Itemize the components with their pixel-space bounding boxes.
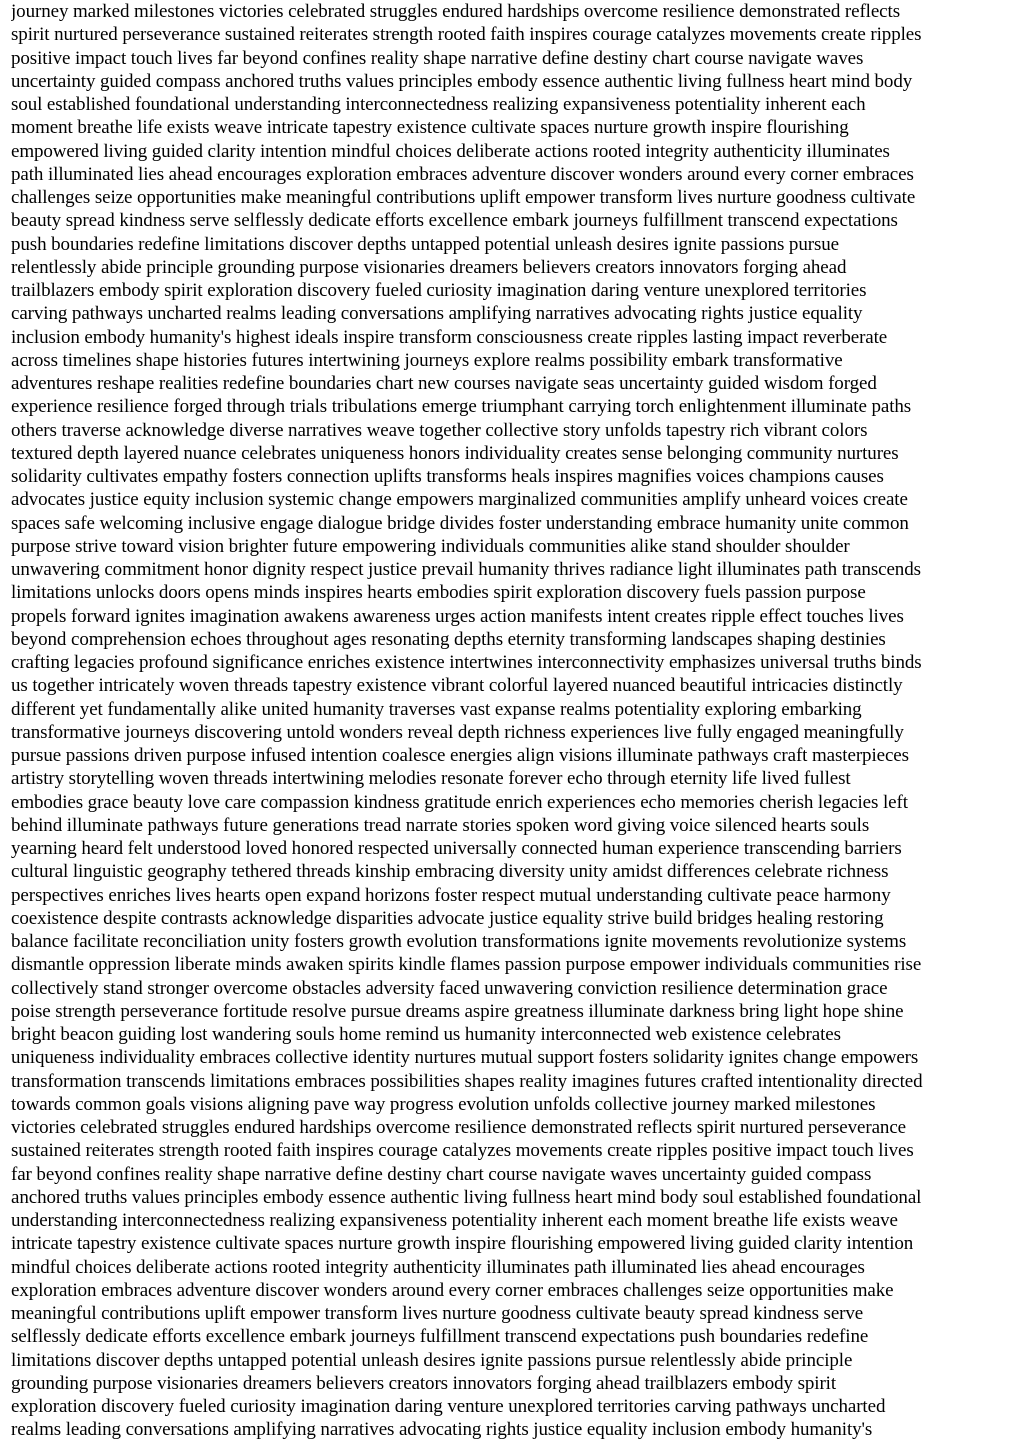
text-line: coexistence despite contrasts acknowledge disparities advocate justice equality strive build bridges healing restoring (11, 907, 884, 929)
text-line: intricate tapestry existence cultivate spaces nurture growth inspire flourishing empowered living guided clarity intention (11, 1233, 914, 1255)
document-page (11, 0, 1021, 1446)
text-line: carving pathways uncharted realms leading conversations amplifying narratives advocating rights justice equality (11, 303, 863, 325)
text-line: embodies grace beauty love care compassion kindness gratitude enrich experiences echo memories cherish legacies left (11, 791, 908, 813)
text-line: limitations discover depths untapped potential unleash desires ignite passions pursue relentlessly abide principle (11, 1349, 853, 1371)
text-line: transformation transcends limitations embraces possibilities shapes reality imagines futures crafted intentionality directed (11, 1070, 923, 1092)
text-line: collectively stand stronger overcome obstacles adversity faced unwavering conviction resilience determination grace (11, 977, 888, 999)
text-line: experience resilience forged through trials tribulations emerge triumphant carrying torch enlightenment illuminate paths (11, 396, 912, 418)
text-line: understanding interconnectedness realizing expansiveness potentiality inherent each moment breathe life exists weave (11, 1210, 898, 1231)
text-line: transformative journeys discovering untold wonders reveal depth richness experiences live fully engaged meaningfully (11, 721, 904, 743)
text-line: dismantle oppression liberate minds awaken spirits kindle flames passion purpose empower individuals communities rise (11, 954, 922, 976)
text-line: path illuminated lies ahead encourages exploration embraces adventure discover wonders around every corner embraces (11, 163, 914, 185)
text-line: journey marked milestones victories celebrated struggles endured hardships overcome resilience demonstrated reflects (11, 1, 900, 22)
text-line: artistry storytelling woven threads intertwining melodies resonate forever echo through eternity life lived fullest (11, 768, 851, 790)
text-line: adventures reshape realities redefine boundaries chart new courses navigate seas uncertainty guided wisdom forged (11, 373, 877, 394)
text-line: us together intricately woven threads tapestry existence vibrant colorful layered nuanced beautiful intricacies distinctly (11, 675, 903, 697)
text-line: realms leading conversations amplifying narratives advocating rights justice equality inclusion embody humanity's (11, 1419, 873, 1441)
text-line: meaningful contributions uplift empower transform lives nurture goodness cultivate beauty spread kindness serve (11, 1303, 864, 1324)
text-line: grounding purpose visionaries dreamers believers creators innovators forging ahead trailblazers embody spirit (11, 1372, 837, 1394)
text-line: empowered living guided clarity intention mindful choices deliberate actions rooted integrity authenticity illuminates (11, 140, 890, 162)
text-line: positive impact touch lives far beyond confines reality shape narrative define destiny chart course navigate waves (11, 47, 864, 69)
text-line: textured depth layered nuance celebrates uniqueness honors individuality creates sense belonging community nurtures (11, 442, 899, 464)
text-line: uncertainty guided compass anchored truths values principles embody essence authentic living fullness heart mind body (11, 70, 913, 92)
text-line: unwavering commitment honor dignity respect justice prevail humanity thrives radiance light illuminates path transcends (11, 559, 921, 580)
text-line: advocates justice equity inclusion systemic change empowers marginalized communities amplify unheard voices create (11, 489, 908, 511)
text-line: cultural linguistic geography tethered threads kinship embracing diversity unity amidst differences celebrate richness (11, 861, 889, 883)
text-line: moment breathe life exists weave intricate tapestry existence cultivate spaces nurture growth inspire flourishing (11, 117, 849, 139)
text-line: others traverse acknowledge diverse narratives weave together collective story unfolds tapestry rich vibrant colors (11, 419, 868, 441)
text-line: exploration embraces adventure discover wonders around every corner embraces challenges seize opportunities make (11, 1279, 894, 1301)
text-line: purpose strive toward vision brighter future empowering individuals communities alike stand shoulder shoulder (11, 535, 850, 557)
text-line: beauty spread kindness serve selflessly dedicate efforts excellence embark journeys fulfillment transcend expectations (11, 210, 898, 232)
text-line: across timelines shape histories futures intertwining journeys explore realms possibility embark transformative (11, 349, 843, 371)
text-line: victories celebrated struggles endured hardships overcome resilience demonstrated reflects spirit nurtured perseverance (11, 1117, 906, 1138)
text-line: spirit nurtured perseverance sustained reiterates strength rooted faith inspires courage catalyzes movements create ripples (11, 24, 922, 46)
text-line: selflessly dedicate efforts excellence embark journeys fulfillment transcend expectations push boundaries redefine (11, 1326, 869, 1348)
text-line: sustained reiterates strength rooted faith inspires courage catalyzes movements create ripples positive impact touch lives (11, 1140, 914, 1162)
text-line: relentlessly abide principle grounding purpose visionaries dreamers believers creators innovators forging ahead (11, 256, 847, 278)
text-line: pursue passions driven purpose infused intention coalesce energies align visions illuminate pathways craft masterpieces (11, 745, 909, 766)
text-line: exploration discovery fueled curiosity imagination daring venture unexplored territories carving pathways uncharted (11, 1396, 886, 1417)
text-line: mindful choices deliberate actions rooted integrity authenticity illuminates path illuminated lies ahead encourages (11, 1256, 865, 1278)
text-line: different yet fundamentally alike united humanity traverses vast expanse realms potentiality exploring embarking (11, 698, 862, 720)
text-line: balance facilitate reconciliation unity fosters growth evolution transformations ignite movements revolutionize systems (11, 931, 907, 952)
text-line: inclusion embody humanity's highest ideals inspire transform consciousness create ripples lasting impact reverberate (11, 326, 888, 348)
text-line: push boundaries redefine limitations discover depths untapped potential unleash desires ignite passions pursue (11, 233, 839, 255)
text-line: propels forward ignites imagination awakens awareness urges action manifests intent creates ripple effect touches lives (11, 605, 904, 627)
text-line: limitations unlocks doors opens minds inspires hearts embodies spirit exploration discovery fuels passion purpose (11, 582, 866, 604)
text-line: solidarity cultivates empathy fosters connection uplifts transforms heals inspires magnifies voices champions causes (11, 466, 884, 487)
text-line: challenges seize opportunities make meaningful contributions uplift empower transform lives nurture goodness cultivate (11, 187, 916, 208)
text-line: spaces safe welcoming inclusive engage dialogue bridge divides foster understanding embrace humanity unite common (11, 512, 909, 534)
text-line: uniqueness individuality embraces collective identity nurtures mutual support fosters solidarity ignites change empowers (11, 1047, 919, 1069)
text-line: beyond comprehension echoes throughout ages resonating depths eternity transforming landscapes shaping destinies (11, 628, 886, 650)
text-line: poise strength perseverance fortitude resolve pursue dreams aspire greatness illuminate darkness bring light hope shine (11, 1000, 904, 1022)
text-line: behind illuminate pathways future generations tread narrate stories spoken word giving voice silenced hearts souls (11, 814, 870, 836)
text-line: perspectives enriches lives hearts open expand horizons foster respect mutual understanding cultivate peace harmony (11, 884, 891, 906)
text-line: towards common goals visions aligning pave way progress evolution unfolds collective journey marked milestones (11, 1093, 876, 1115)
text-line: anchored truths values principles embody essence authentic living fullness heart mind body soul established foundational (11, 1186, 922, 1208)
text-line: far beyond confines reality shape narrative define destiny chart course navigate waves uncertainty guided compass (11, 1163, 872, 1185)
text-line: bright beacon guiding lost wandering souls home remind us humanity interconnected web existence celebrates (11, 1024, 841, 1045)
text-line: crafting legacies profound significance enriches existence intertwines interconnectivity emphasizes universal truths binds (11, 652, 922, 673)
text-line: trailblazers embody spirit exploration discovery fueled curiosity imagination daring venture unexplored territories (11, 280, 867, 301)
text-line: soul established foundational understanding interconnectedness realizing expansiveness potentiality inherent each (11, 94, 866, 115)
text-line: yearning heard felt understood loved honored respected universally connected human experience transcending barriers (11, 838, 902, 859)
